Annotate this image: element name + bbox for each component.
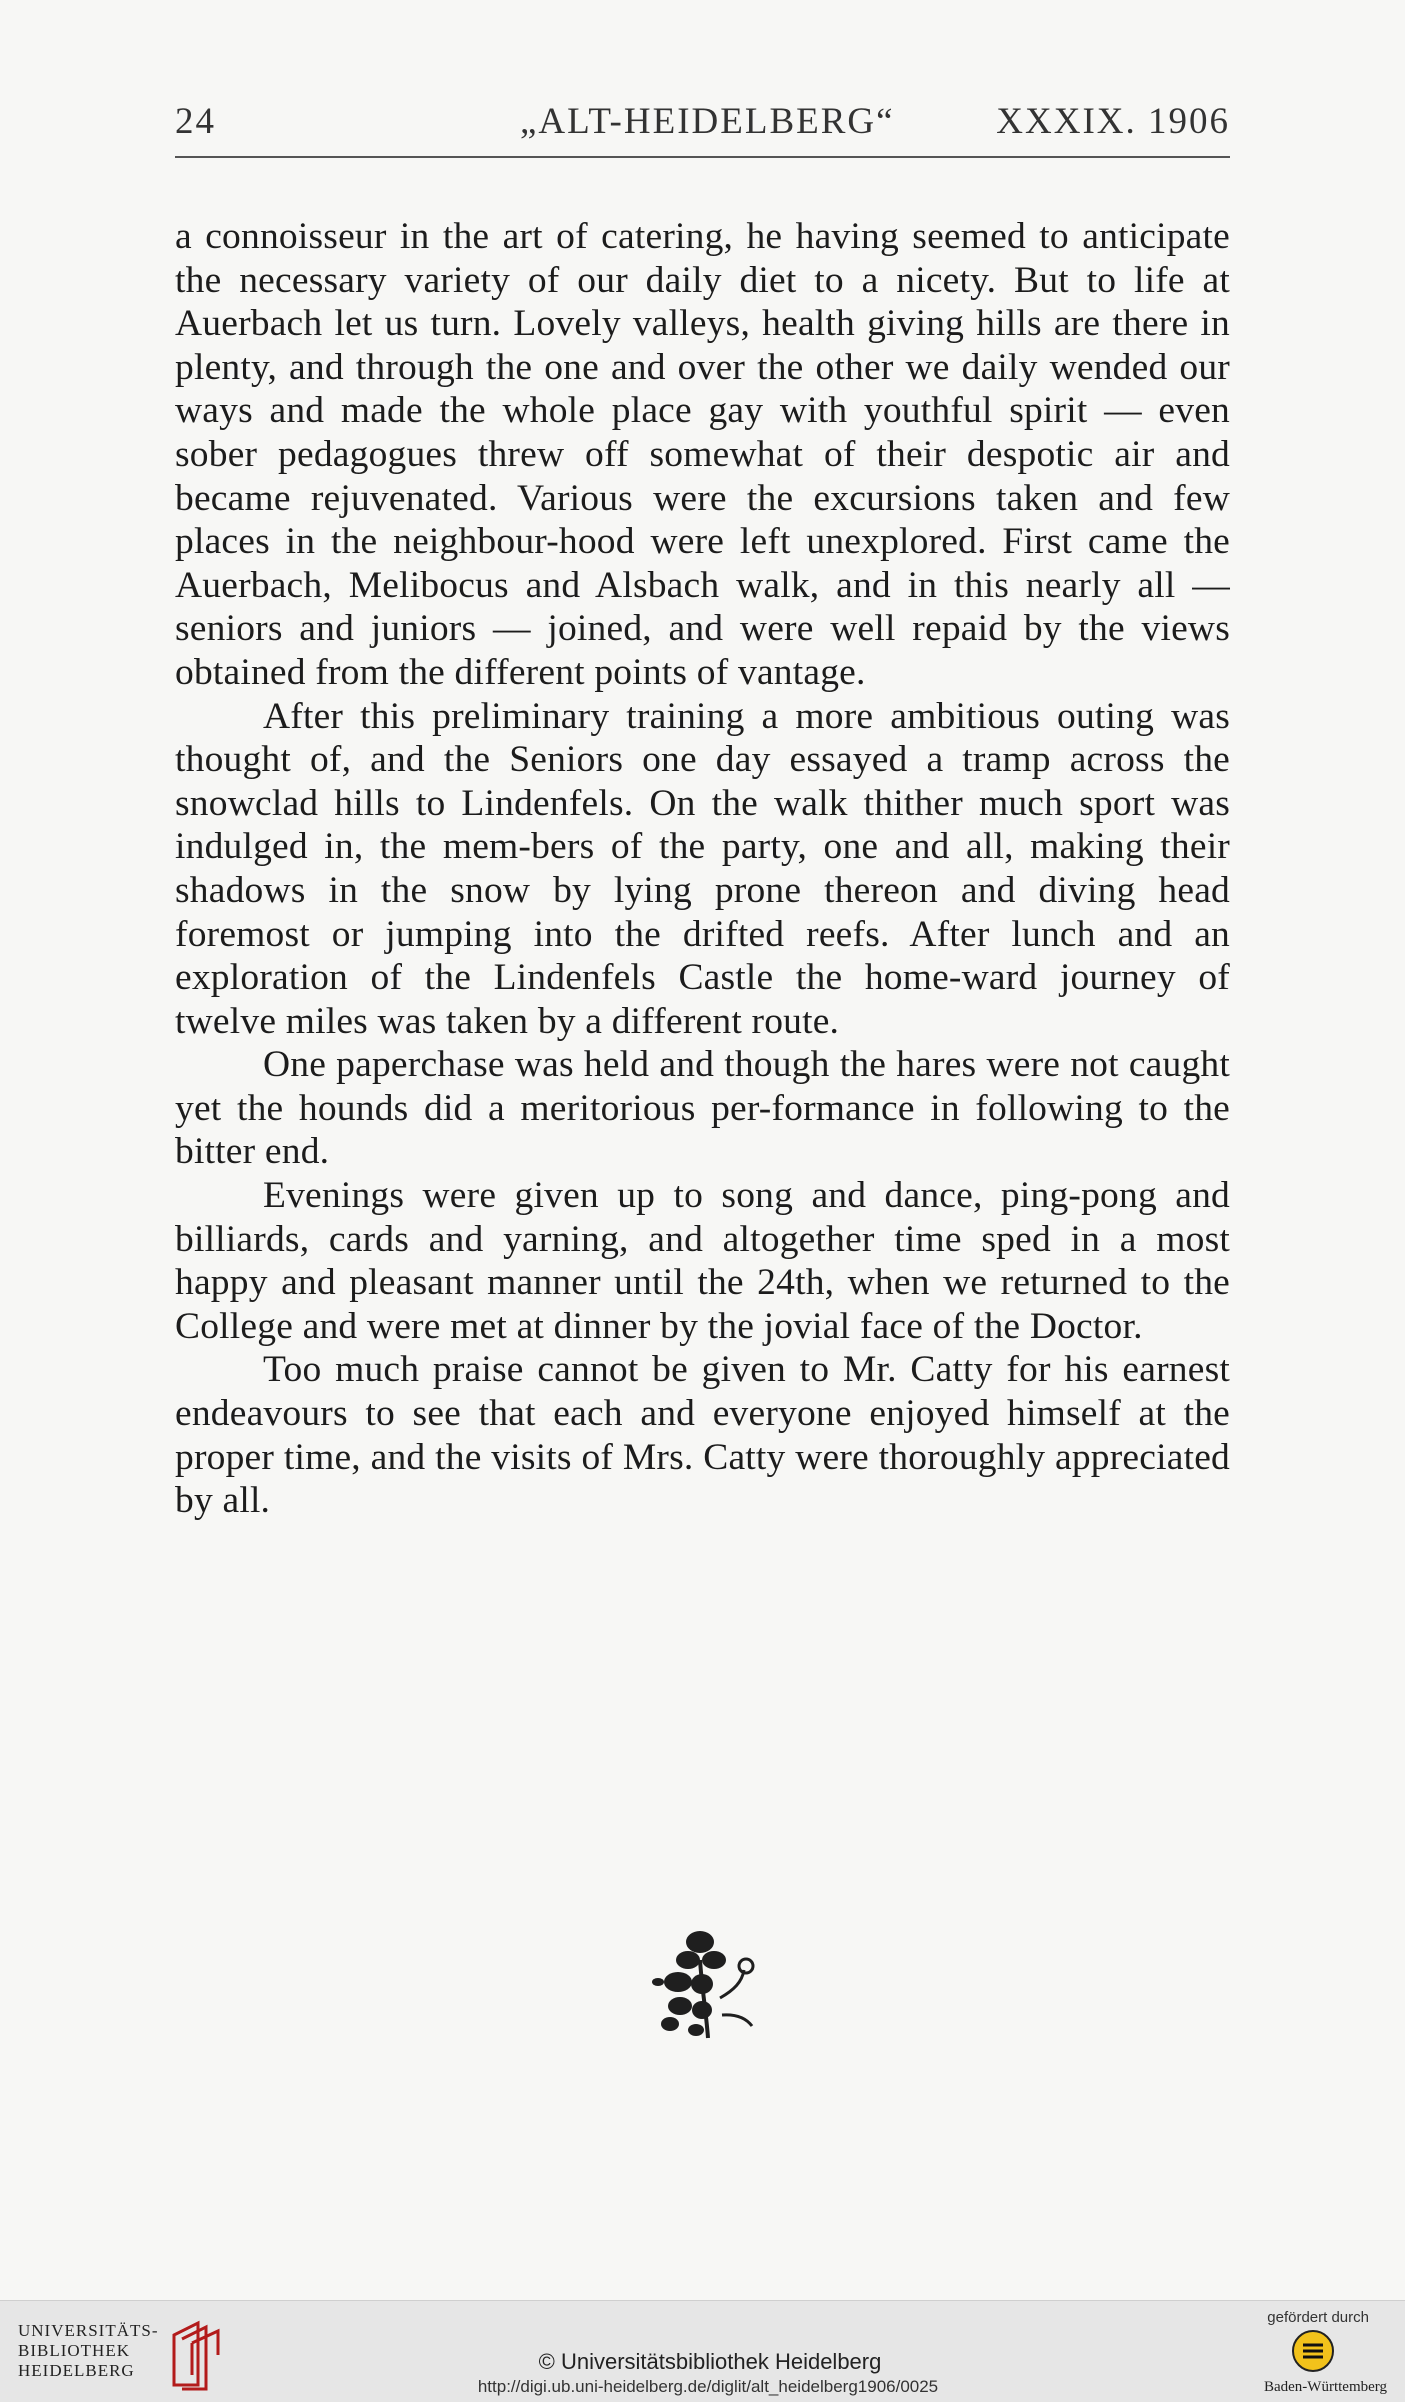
digitization-footer: [0, 2300, 1405, 2402]
floral-ornament-icon: [650, 1920, 760, 2040]
header-rule: [175, 156, 1230, 158]
journal-title: „ALT-HEIDELBERG“: [520, 101, 895, 142]
sponsor-name: Baden-Württemberg: [1263, 2379, 1387, 2395]
paragraph: One paperchase was held and though the hares were not caught yet the hounds did a meritorious per-formance in following to the bitter end.: [175, 1044, 1230, 1173]
library-name: UNIVERSITÄTS- BIBLIOTHEK HEIDELBERG: [18, 2321, 159, 2380]
copyright-notice: © Universitätsbibliothek Heidelberg: [538, 2349, 882, 2374]
article-body: [175, 215, 1230, 1523]
ub-heidelberg-logo-icon: [168, 2315, 224, 2391]
source-url-link[interactable]: http://digi.ub.uni-heidelberg.de/diglit/alt_heidelberg1906/0025: [477, 2377, 939, 2396]
running-header: [175, 100, 1230, 150]
paragraph: Too much praise cannot be given to Mr. Catty for his earnest endeavours to see that each and everyone enjoyed himself at the proper time, and the visits of Mrs. Catty were thoroughly appreciated by all.: [175, 1349, 1230, 1522]
sponsor-label: gefördert durch: [1267, 2309, 1369, 2326]
page-number: 24: [175, 101, 216, 142]
baden-wuerttemberg-crest-icon: [1291, 2329, 1335, 2373]
paragraph: Evenings were given up to song and dance, ping-pong and billiards, cards and yarning, and altogether time sped in a most happy and pleasant manner until the 24th, when we returned to the College and were met at dinner by the jovial face of the Doctor.: [175, 1175, 1230, 1347]
paragraph: After this preliminary training a more ambitious outing was thought of, and the Seniors one day essayed a tramp across the snowclad hills to Lindenfels. On the walk thither much sport was indulged in, the mem-bers of the party, one and all, making their shadows in the snow by lying prone thereon and diving head foremost or jumping into the drifted reefs. After lunch and an exploration of the Lindenfels Castle the home-ward journey of twelve miles was taken by a different route.: [175, 695, 1230, 1042]
paragraph: a connoisseur in the art of catering, he having seemed to anticipate the necessary variety of our daily diet to a nicety. But to life at Auerbach let us turn. Lovely valleys, health giving hills are there in plenty, and through the one and over the other we daily wended our ways and made the whole place gay with youthful spirit — even sober pedagogues threw off somewhat of their despotic air and became rejuvenated. Various were the excursions taken and few places in the neighbour-hood were left unexplored. First came the Auerbach, Melibocus and Alsbach walk, and in this nearly all — seniors and juniors — joined, and were well repaid by the views obtained from the different points of vantage.: [175, 216, 1230, 693]
volume-year: XXXIX. 1906: [996, 101, 1230, 142]
